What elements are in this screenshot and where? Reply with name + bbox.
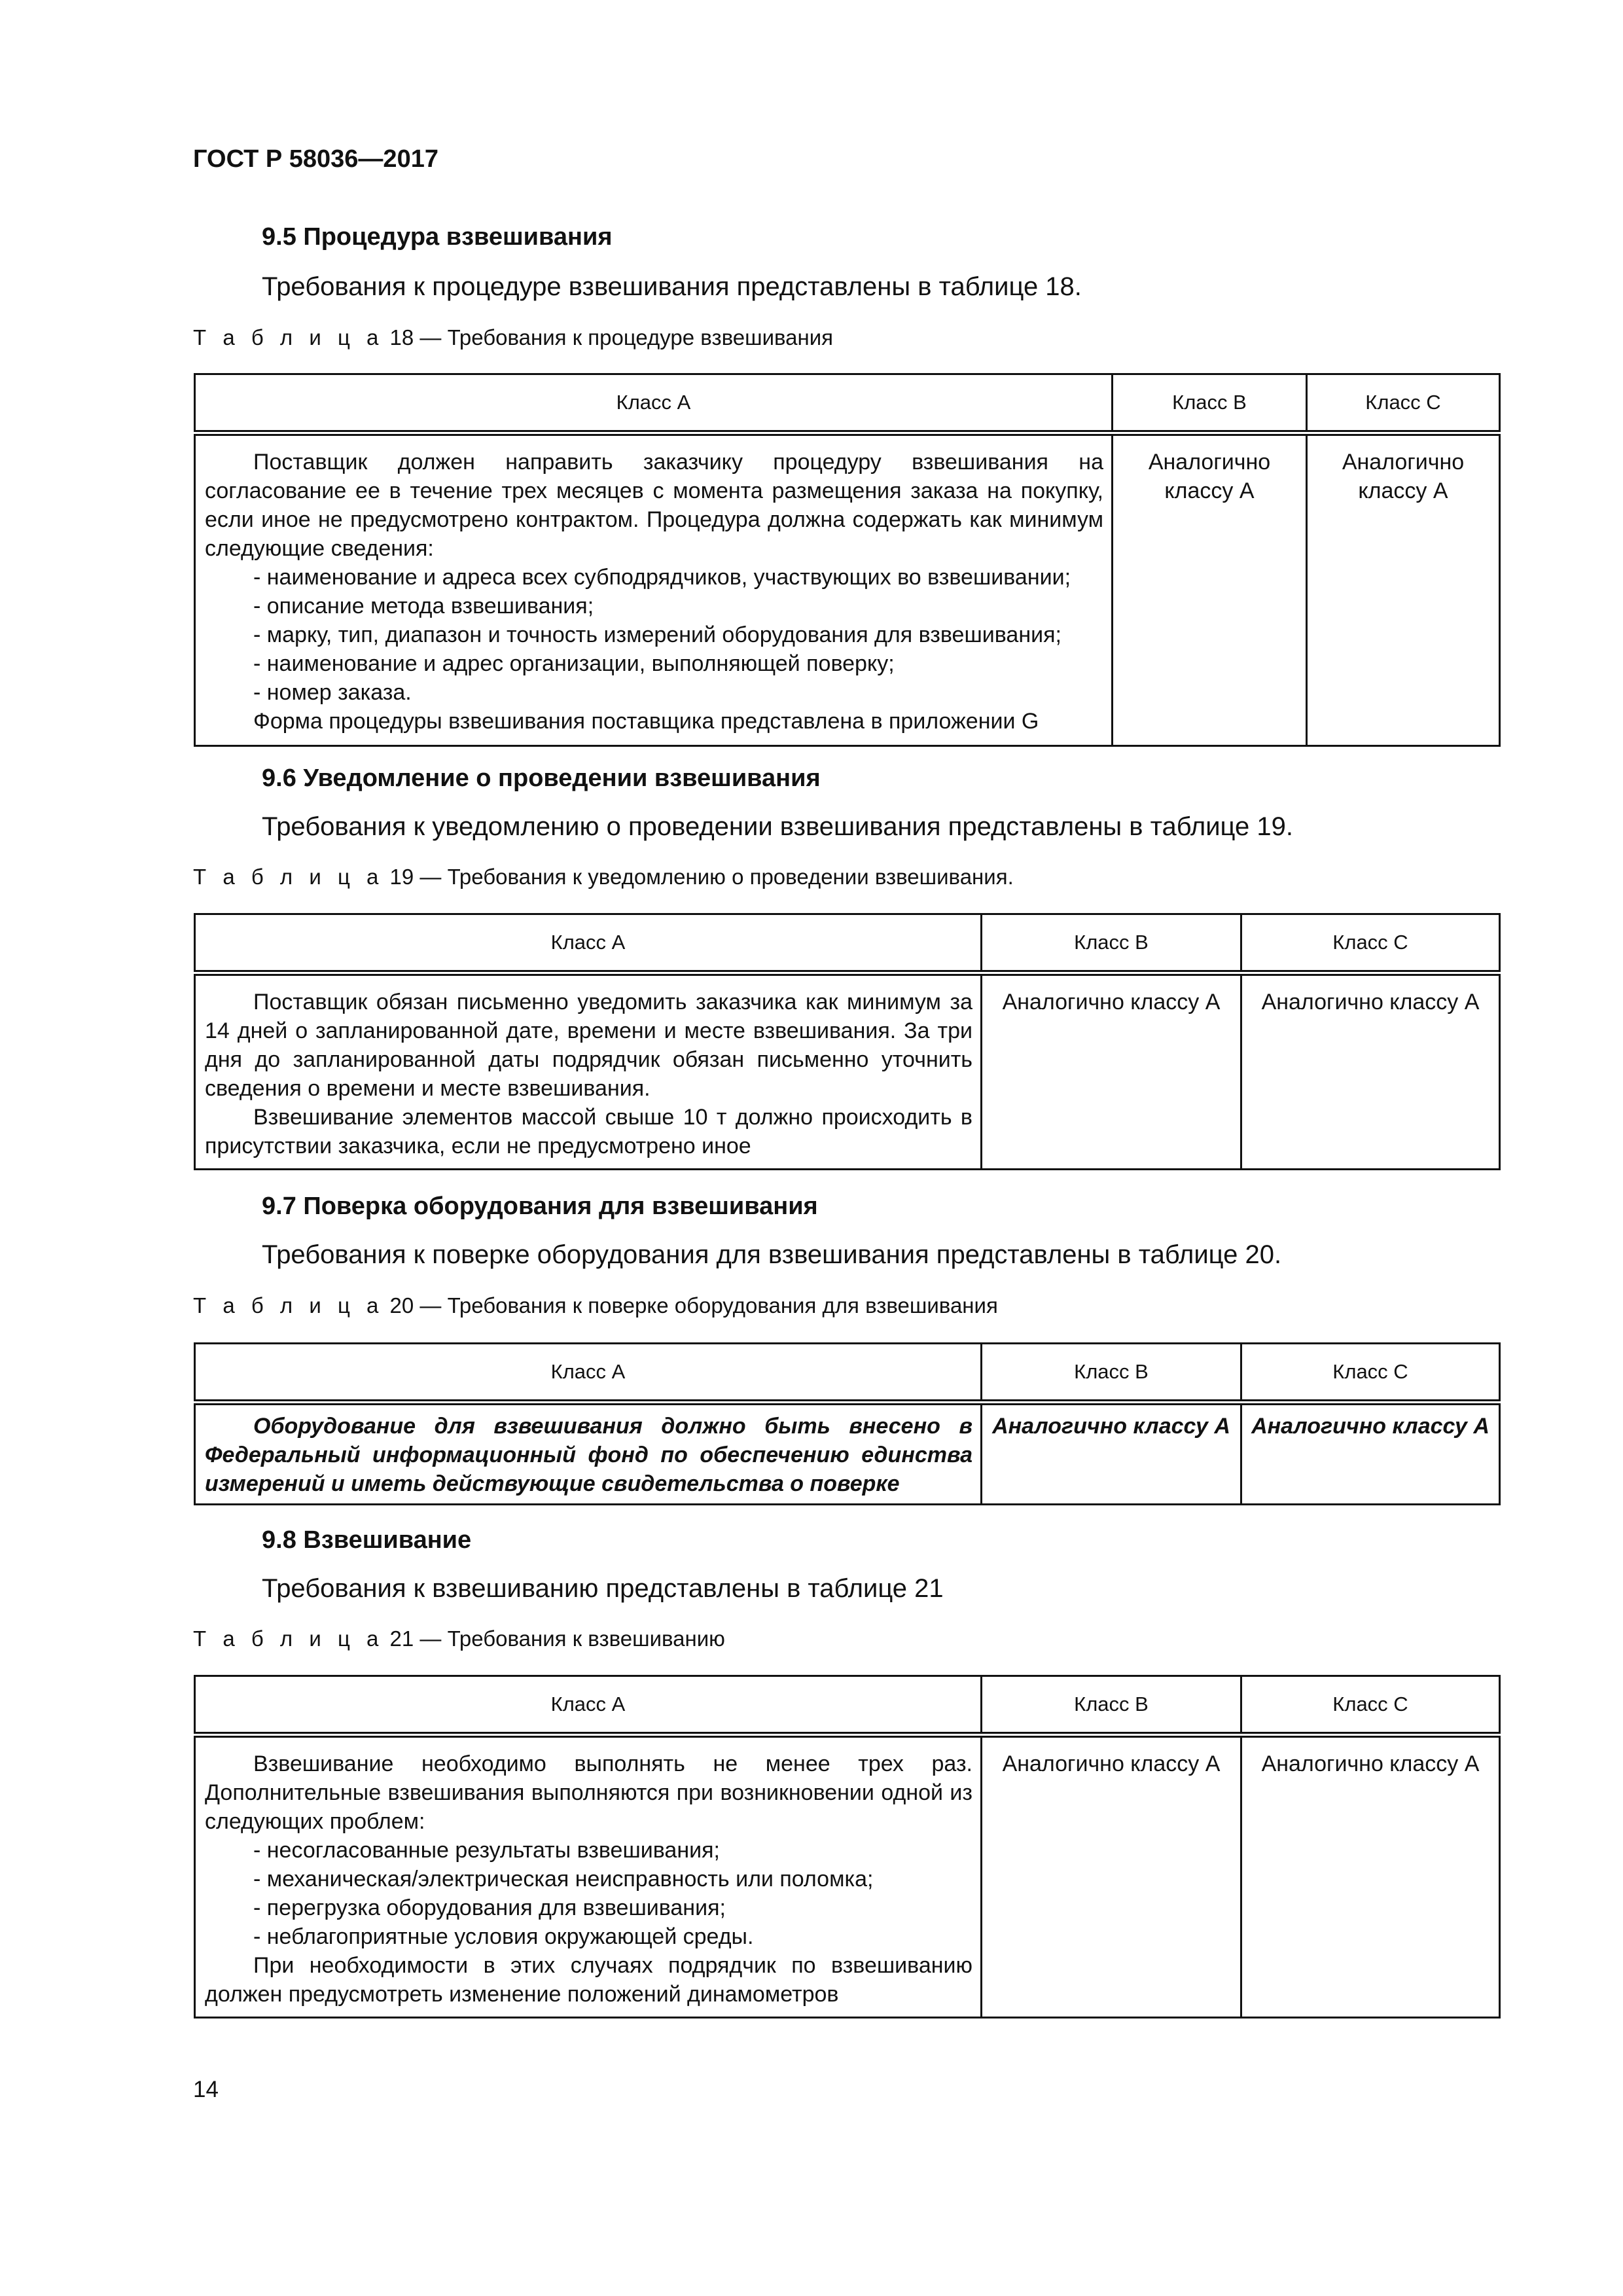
table-caption — [193, 1626, 725, 1651]
class-c-requirement: Аналогично классу А — [1241, 1735, 1500, 2018]
class-a-requirement — [195, 1735, 982, 2018]
table-caption-title: 20 — Требования к поверке оборудования для взвешивания — [383, 1293, 998, 1318]
requirements-table-19 — [194, 913, 1501, 1170]
section-intro: Требования к уведомлению о проведении взвешивания представлены в таблице 19. — [262, 812, 1293, 841]
table-caption-word: Т а б л и ц а — [193, 1626, 384, 1651]
class-c-requirement: Аналогично классу А — [1307, 433, 1500, 746]
requirements-table-18 — [194, 373, 1501, 747]
table-caption — [193, 865, 1014, 889]
column-header-class-c: Класс С — [1241, 914, 1500, 973]
column-header-class-b: Класс В — [982, 914, 1241, 973]
column-header-class-c: Класс С — [1307, 374, 1500, 433]
requirement-paragraph: Оборудование для взвешивания должно быть внесено в Федеральный информационный фонд по обеспечению единства измерений и иметь действующие свидетельства о поверке — [205, 1414, 972, 1496]
requirement-paragraph: Поставщик должен направить заказчику процедуру взвешивания на согласование ее в течение трех месяцев с момента размещения заказа на покупку, если иное не предусмотрено контрактом. Процедура должна содержать как минимум следующие сведения: — [205, 450, 1103, 561]
page-number: 14 — [193, 2077, 219, 2102]
requirements-table-21 — [194, 1675, 1501, 2018]
requirement-list-item: - марку, тип, диапазон и точность измерений оборудования для взвешивания; — [253, 622, 1061, 647]
class-a-requirement — [195, 973, 982, 1170]
column-header-class-b: Класс В — [982, 1676, 1241, 1735]
class-b-requirement: Аналогично классу А — [982, 1403, 1241, 1505]
table-caption-word: Т а б л и ц а — [193, 865, 384, 889]
requirement-list-item: - механическая/электрическая неисправность или поломка; — [253, 1867, 874, 1892]
requirement-list-item: - неблагоприятные условия окружающей среды. — [253, 1924, 754, 1949]
requirements-table-20 — [194, 1342, 1501, 1505]
requirement-paragraph: Взвешивание необходимо выполнять не менее трех раз. Дополнительные взвешивания выполняются при возникновении одной из следующих проблем: — [205, 1751, 972, 1834]
table-caption — [193, 1293, 998, 1318]
requirement-paragraph: Форма процедуры взвешивания поставщика представлена в приложении G — [253, 709, 1039, 734]
requirement-list-item: - описание метода взвешивания; — [253, 594, 594, 619]
column-header-class-b: Класс В — [982, 1344, 1241, 1403]
requirement-paragraph: При необходимости в этих случаях подрядчик по взвешиванию должен предусмотреть изменение положений динамометров — [205, 1953, 972, 2007]
table-caption-title: 21 — Требования к взвешиванию — [383, 1626, 725, 1651]
column-header-class-a: Класс А — [195, 1344, 982, 1403]
class-b-requirement: Аналогично классу А — [982, 973, 1241, 1170]
requirement-list-item: - несогласованные результаты взвешивания; — [253, 1838, 720, 1863]
column-header-class-b: Класс В — [1113, 374, 1307, 433]
requirement-list-item: - наименование и адрес организации, выполняющей поверку; — [253, 651, 895, 676]
column-header-class-c: Класс С — [1241, 1676, 1500, 1735]
table-caption-word: Т а б л и ц а — [193, 325, 384, 350]
table-caption-title: 19 — Требования к уведомлению о проведении взвешивания. — [383, 865, 1014, 889]
column-header-class-a: Класс А — [195, 914, 982, 973]
class-c-requirement: Аналогично классу А — [1241, 973, 1500, 1170]
table-caption-word: Т а б л и ц а — [193, 1293, 384, 1318]
requirement-list-item: - перегрузка оборудования для взвешивания; — [253, 1895, 726, 1920]
section-intro: Требования к поверке оборудования для взвешивания представлены в таблице 20. — [262, 1240, 1282, 1269]
column-header-class-a: Класс А — [195, 374, 1113, 433]
document-header: ГОСТ Р 58036—2017 — [193, 145, 438, 173]
section-heading: 9.7 Поверка оборудования для взвешивания — [262, 1193, 818, 1220]
class-b-requirement: Аналогично классу А — [1113, 433, 1307, 746]
class-a-requirement — [195, 433, 1113, 746]
class-c-requirement: Аналогично классу А — [1241, 1403, 1500, 1505]
requirement-list-item: - номер заказа. — [253, 680, 412, 705]
requirement-paragraph: Взвешивание элементов массой свыше 10 т должно происходить в присутствии заказчика, если не предусмотрено иное — [205, 1105, 972, 1158]
class-b-requirement: Аналогично классу А — [982, 1735, 1241, 2018]
section-heading: 9.6 Уведомление о проведении взвешивания — [262, 764, 821, 792]
section-intro: Требования к процедуре взвешивания представлены в таблице 18. — [262, 272, 1082, 301]
column-header-class-c: Класс С — [1241, 1344, 1500, 1403]
column-header-class-a: Класс А — [195, 1676, 982, 1735]
table-caption — [193, 325, 833, 350]
table-caption-title: 18 — Требования к процедуре взвешивания — [383, 325, 834, 350]
section-heading: 9.5 Процедура взвешивания — [262, 223, 613, 251]
requirement-list-item: - наименование и адреса всех субподрядчиков, участвующих во взвешивании; — [253, 565, 1071, 590]
section-intro: Требования к взвешиванию представлены в таблице 21 — [262, 1574, 944, 1603]
requirement-paragraph: Поставщик обязан письменно уведомить заказчика как минимум за 14 дней о запланированной дате, времени и месте взвешивания. За три дня до запланированной даты подрядчик обязан письменно уточнить сведения о времени и месте взвешивания. — [205, 990, 972, 1101]
class-a-requirement — [195, 1403, 982, 1505]
section-heading: 9.8 Взвешивание — [262, 1526, 472, 1554]
